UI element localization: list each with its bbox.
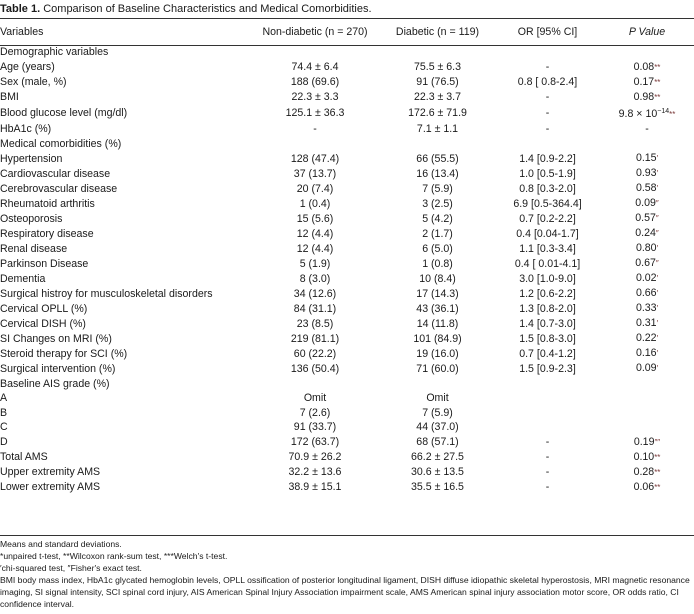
- cell-variable: Parkinson Disease: [0, 257, 89, 270]
- p-value-text: 0.06: [633, 480, 655, 493]
- cell-p-value: [600, 241, 694, 256]
- table-row: [0, 137, 694, 152]
- p-value-test-mark: ′: [656, 319, 659, 329]
- p-value-text: 9.8 × 10: [618, 107, 658, 120]
- cell-or-ci: -: [545, 481, 550, 494]
- p-value-test-mark: **: [654, 467, 661, 477]
- cell-nondiabetic: 7 (2.6): [299, 406, 331, 419]
- cell-nondiabetic: [250, 376, 380, 391]
- col-header-or-ci: OR [95% CI]: [517, 25, 578, 38]
- cell-nondiabetic: 1 (0.4): [299, 197, 331, 210]
- table-row: [0, 450, 694, 465]
- table-row: [0, 75, 694, 90]
- table-row: [0, 105, 694, 122]
- p-value-test-mark: ″: [655, 199, 659, 209]
- p-value-test-mark: **: [654, 452, 661, 462]
- cell-diabetic: 10 (8.4): [419, 272, 456, 285]
- cell-or-ci: 0.8 [ 0.8-2.4]: [517, 76, 578, 89]
- cell-diabetic: 2 (1.7): [422, 227, 453, 240]
- cell-nondiabetic: 20 (7.4): [296, 182, 334, 195]
- cell-variable: HbA1c (%): [0, 123, 52, 136]
- cell-or-ci: 0.7 [0.4-1.2]: [519, 347, 576, 360]
- cell-diabetic: 22.3 ± 3.7: [413, 91, 462, 104]
- cell-variable: Lower extremity AMS: [0, 481, 101, 494]
- cell-variable: Respiratory disease: [0, 227, 94, 240]
- cell-diabetic: 16 (13.4): [416, 167, 459, 180]
- table-row: [0, 90, 694, 105]
- p-value-test-mark: ′: [656, 289, 659, 299]
- col-header-diabetic: Diabetic (n = 119): [395, 25, 480, 38]
- p-value-text: -: [645, 122, 649, 135]
- cell-nondiabetic: 60 (22.2): [293, 347, 337, 360]
- table-row: [0, 301, 694, 316]
- cell-p-value: [600, 316, 694, 331]
- cell-diabetic: 7 (5.9): [422, 406, 453, 419]
- cell-nondiabetic: 15 (5.6): [296, 212, 334, 225]
- p-value-text: 0.33: [635, 302, 657, 315]
- cell-diabetic: [380, 376, 495, 391]
- p-value-test-mark: ′: [656, 244, 659, 254]
- cell-or-ci: -: [545, 61, 550, 74]
- cell-variable: Age (years): [0, 61, 55, 74]
- cell-nondiabetic: 8 (3.0): [299, 272, 331, 285]
- table-row: [0, 331, 694, 346]
- cell-nondiabetic: 5 (1.9): [299, 257, 331, 270]
- cell-or-ci: 0.7 [0.2-2.2]: [519, 212, 576, 225]
- cell-diabetic: [380, 45, 495, 60]
- p-value-text: 0.09: [635, 197, 656, 210]
- p-value-text: 0.22: [635, 332, 657, 345]
- table-row: [0, 60, 694, 75]
- table-row: [0, 286, 694, 301]
- cell-diabetic: 30.6 ± 13.5: [411, 466, 464, 479]
- baseline-table: [0, 18, 694, 495]
- cell-variable: Total AMS: [0, 451, 48, 464]
- cell-or-ci: 3.0 [1.0-9.0]: [519, 272, 576, 285]
- cell-diabetic: 66 (55.5): [416, 152, 459, 165]
- cell-nondiabetic: 32.2 ± 13.6: [288, 466, 342, 479]
- p-value-text: 0.17: [633, 75, 655, 88]
- cell-p-value: [600, 450, 694, 465]
- p-value-text: 0.80: [635, 242, 657, 255]
- cell-diabetic: Omit: [426, 392, 449, 405]
- cell-variable: Cardiovascular disease: [0, 167, 111, 180]
- footnote-abbreviations: BMI body mass index, HbA1c glycated hemoglobin levels, OPLL ossification of posterior longitudinal ligament, DISH diffuse idiopathic skeletal hyperostosis, MRI magnetic resonance imaging, SI signal intensity, SCI spinal cord injury, AIS American Spinal Injury Association impairment scale, AMS American spinal injury association motor score, OR odds ratio, CI confidence interval.: [0, 575, 690, 609]
- cell-or-ci: 1.3 [0.8-2.0]: [519, 302, 576, 315]
- cell-or-ci: 1.4 [0.7-3.0]: [519, 317, 576, 330]
- cell-p-value: [600, 196, 694, 211]
- table-row: [0, 122, 694, 137]
- cell-p-value: [600, 226, 694, 241]
- cell-variable: D: [0, 436, 8, 449]
- cell-or-ci: 0.4 [ 0.01-4.1]: [514, 257, 581, 270]
- p-value-test-mark: ′: [656, 364, 659, 374]
- table-footnotes: [0, 538, 694, 610]
- cell-p-value: [600, 435, 694, 450]
- cell-or-ci: -: [545, 436, 550, 449]
- table-title: Comparison of Baseline Characteristics and Medical Comorbidities.: [43, 3, 372, 15]
- p-value-text: 0.93: [635, 167, 657, 180]
- cell-p-value: [600, 137, 694, 152]
- cell-variable: Upper extremity AMS: [0, 466, 101, 479]
- table-row: [0, 181, 694, 196]
- cell-diabetic: 66.2 ± 27.5: [411, 451, 464, 464]
- p-value-text: 0.31: [635, 317, 657, 330]
- cell-diabetic: 6 (5.0): [422, 242, 453, 255]
- p-value-test-mark: **: [654, 62, 661, 72]
- p-value-test-mark: ″: [655, 214, 659, 224]
- cell-p-value: [600, 122, 694, 137]
- cell-p-value: [600, 391, 694, 406]
- cell-nondiabetic: 188 (69.6): [290, 76, 340, 89]
- p-value-text: 0.15: [635, 152, 657, 165]
- cell-nondiabetic: 38.9 ± 15.1: [288, 481, 342, 494]
- cell-or-ci: [495, 405, 600, 420]
- cell-nondiabetic: Omit: [303, 392, 327, 405]
- cell-nondiabetic: 172 (63.7): [290, 436, 340, 449]
- cell-nondiabetic: 91 (33.7): [293, 421, 337, 434]
- p-value-text: 0.02: [635, 272, 657, 285]
- cell-or-ci: 0.4 [0.04-1.7]: [516, 227, 579, 240]
- cell-or-ci: 1.5 [0.8-3.0]: [519, 332, 576, 345]
- cell-p-value: [600, 346, 694, 361]
- bottom-rule: [0, 535, 694, 536]
- cell-p-value: [600, 90, 694, 105]
- cell-diabetic: 91 (76.5): [416, 76, 459, 89]
- cell-nondiabetic: -: [313, 123, 317, 136]
- cell-variable: Blood glucose level (mg/dl): [0, 107, 128, 120]
- cell-nondiabetic: [250, 45, 380, 60]
- cell-variable: Baseline AIS grade (%): [0, 377, 110, 390]
- cell-nondiabetic: 23 (8.5): [296, 317, 334, 330]
- cell-diabetic: 43 (36.1): [416, 302, 459, 315]
- table-row: [0, 420, 694, 435]
- cell-p-value: [600, 361, 694, 376]
- p-value-test-mark: ′: [656, 304, 659, 314]
- cell-or-ci: 1.1 [0.3-3.4]: [519, 242, 576, 255]
- p-value-test-mark: **: [669, 109, 676, 119]
- table-caption: [0, 3, 372, 15]
- cell-variable: Surgical intervention (%): [0, 362, 116, 375]
- cell-variable: Renal disease: [0, 242, 68, 255]
- cell-diabetic: 19 (16.0): [416, 347, 459, 360]
- cell-variable: Osteoporosis: [0, 212, 63, 225]
- cell-p-value: [600, 480, 694, 495]
- cell-variable: Hypertension: [0, 152, 63, 165]
- p-value-text: 0.24: [635, 227, 656, 240]
- p-value-text: 0.67: [635, 257, 656, 270]
- cell-diabetic: 5 (4.2): [422, 212, 453, 225]
- cell-p-value: [600, 45, 694, 60]
- cell-variable: Cervical DISH (%): [0, 317, 86, 330]
- cell-variable: B: [0, 406, 8, 419]
- cell-or-ci: -: [545, 123, 550, 136]
- p-value-test-mark: ′: [656, 334, 659, 344]
- col-header-variables: Variables: [0, 25, 44, 38]
- cell-or-ci: 6.9 [0.5-364.4]: [513, 197, 582, 210]
- cell-p-value: [600, 331, 694, 346]
- cell-or-ci: 1.4 [0.9-2.2]: [519, 152, 576, 165]
- cell-diabetic: 3 (2.5): [422, 197, 453, 210]
- table-body: [0, 45, 694, 495]
- cell-p-value: [600, 75, 694, 90]
- cell-nondiabetic: 74.4 ± 6.4: [291, 61, 339, 74]
- p-value-test-mark: ″: [655, 229, 659, 239]
- p-value-text: 0.08: [633, 60, 655, 73]
- cell-variable: BMI: [0, 91, 19, 104]
- footnote-means: Means and standard deviations.: [0, 539, 122, 549]
- table-row: [0, 166, 694, 181]
- cell-p-value: [600, 105, 694, 122]
- cell-nondiabetic: 128 (47.4): [290, 152, 340, 165]
- p-value-test-mark: **: [654, 77, 661, 87]
- table-row: [0, 391, 694, 406]
- cell-variable: Medical comorbidities (%): [0, 137, 122, 150]
- cell-variable: A: [0, 392, 8, 405]
- p-value-text: 0.10: [633, 450, 655, 463]
- p-value-test-mark: ′: [656, 154, 659, 164]
- table-row: [0, 361, 694, 376]
- cell-diabetic: 14 (11.8): [416, 317, 459, 330]
- cell-or-ci: 1.2 [0.6-2.2]: [519, 287, 576, 300]
- cell-p-value: [600, 166, 694, 181]
- p-value-test-mark: ′: [656, 184, 659, 194]
- cell-nondiabetic: [250, 137, 380, 152]
- cell-p-value: [600, 181, 694, 196]
- cell-diabetic: 172.6 ± 71.9: [408, 107, 467, 120]
- table-row: [0, 226, 694, 241]
- cell-diabetic: 68 (57.1): [416, 436, 459, 449]
- cell-diabetic: 75.5 ± 6.3: [413, 61, 462, 74]
- cell-variable: Rheumatoid arthritis: [0, 197, 95, 210]
- cell-p-value: [600, 211, 694, 226]
- table-row: [0, 465, 694, 480]
- p-value-test-mark: ′: [656, 349, 659, 359]
- cell-or-ci: [495, 420, 600, 435]
- cell-or-ci: -: [545, 107, 550, 120]
- table-row: [0, 480, 694, 495]
- table-row: [0, 271, 694, 286]
- p-value-test-mark: ′: [656, 169, 659, 179]
- table-row: [0, 376, 694, 391]
- cell-diabetic: [380, 137, 495, 152]
- cell-or-ci: [495, 376, 600, 391]
- cell-nondiabetic: 136 (50.4): [290, 362, 340, 375]
- cell-p-value: [600, 256, 694, 271]
- cell-diabetic: 7.1 ± 1.1: [416, 123, 459, 136]
- cell-nondiabetic: 219 (81.1): [290, 332, 340, 345]
- cell-p-value: [600, 405, 694, 420]
- table-row: [0, 346, 694, 361]
- cell-nondiabetic: 70.9 ± 26.2: [288, 451, 342, 464]
- cell-p-value: [600, 286, 694, 301]
- table-row: [0, 241, 694, 256]
- p-value-text: 0.16: [635, 347, 657, 360]
- table-row: [0, 211, 694, 226]
- cell-or-ci: [495, 45, 600, 60]
- table-row: [0, 405, 694, 420]
- cell-p-value: [600, 271, 694, 286]
- cell-diabetic: 1 (0.8): [422, 257, 453, 270]
- p-value-text: 0.28: [633, 465, 655, 478]
- cell-p-value: [600, 420, 694, 435]
- cell-variable: Steroid therapy for SCI (%): [0, 347, 128, 360]
- p-value-test-mark: ″: [655, 259, 659, 269]
- p-value-test-mark: ″″: [654, 437, 661, 447]
- cell-variable: Demographic variables: [0, 46, 109, 59]
- table-row: [0, 196, 694, 211]
- col-header-p-value: P Value: [628, 25, 666, 38]
- p-value-test-mark: ′: [656, 274, 659, 284]
- cell-variable: Cerebrovascular disease: [0, 182, 118, 195]
- footnote-tests: *unpaired t-test, **Wilcoxon rank-sum test, ***Welch's t-test.: [0, 551, 228, 561]
- p-value-text: 0.58: [635, 182, 657, 195]
- cell-diabetic: 17 (14.3): [416, 287, 459, 300]
- cell-or-ci: -: [545, 91, 550, 104]
- table-header-row: [0, 18, 694, 45]
- cell-diabetic: 101 (84.9): [413, 332, 462, 345]
- cell-or-ci: 1.5 [0.9-2.3]: [519, 362, 576, 375]
- cell-nondiabetic: 84 (31.1): [293, 302, 337, 315]
- cell-or-ci: [495, 137, 600, 152]
- col-header-nondiabetic: Non-diabetic (n = 270): [262, 25, 368, 38]
- cell-diabetic: 35.5 ± 16.5: [411, 481, 464, 494]
- p-value-text: 0.66: [635, 287, 657, 300]
- cell-nondiabetic: 34 (12.6): [293, 287, 337, 300]
- cell-variable: Surgical histroy for musculoskeletal disorders: [0, 287, 213, 300]
- p-value-text: 0.19: [633, 435, 655, 448]
- cell-diabetic: 7 (5.9): [422, 182, 453, 195]
- p-value-exponent: −14: [657, 107, 670, 115]
- table-row: [0, 435, 694, 450]
- cell-diabetic: 44 (37.0): [416, 421, 459, 434]
- cell-or-ci: 0.8 [0.3-2.0]: [519, 182, 576, 195]
- cell-nondiabetic: 37 (13.7): [293, 167, 337, 180]
- cell-variable: Sex (male, %): [0, 76, 67, 89]
- cell-p-value: [600, 376, 694, 391]
- cell-diabetic: 71 (60.0): [416, 362, 459, 375]
- cell-variable: Dementia: [0, 272, 46, 285]
- table-row: [0, 151, 694, 166]
- table-row: [0, 316, 694, 331]
- cell-p-value: [600, 60, 694, 75]
- cell-or-ci: 1.0 [0.5-1.9]: [519, 167, 576, 180]
- footnote-chi: ′chi-squared test, ″Fisher's exact test.: [0, 563, 142, 573]
- table-label: Table 1.: [0, 3, 41, 15]
- table-row: [0, 45, 694, 60]
- cell-p-value: [600, 301, 694, 316]
- cell-p-value: [600, 151, 694, 166]
- cell-nondiabetic: 12 (4.4): [296, 242, 334, 255]
- cell-p-value: [600, 465, 694, 480]
- p-value-test-mark: **: [654, 482, 661, 492]
- p-value-text: 0.57: [635, 212, 656, 225]
- cell-nondiabetic: 125.1 ± 36.3: [285, 107, 345, 120]
- cell-variable: SI Changes on MRI (%): [0, 332, 112, 345]
- p-value-test-mark: **: [654, 92, 661, 102]
- cell-or-ci: [495, 391, 600, 406]
- cell-or-ci: -: [545, 451, 550, 464]
- cell-variable: Cervical OPLL (%): [0, 302, 88, 315]
- cell-variable: C: [0, 421, 8, 434]
- cell-nondiabetic: 12 (4.4): [296, 227, 334, 240]
- p-value-text: 0.98: [633, 90, 655, 103]
- cell-or-ci: -: [545, 466, 550, 479]
- p-value-text: 0.09: [635, 362, 657, 375]
- cell-nondiabetic: 22.3 ± 3.3: [291, 91, 339, 104]
- table-row: [0, 256, 694, 271]
